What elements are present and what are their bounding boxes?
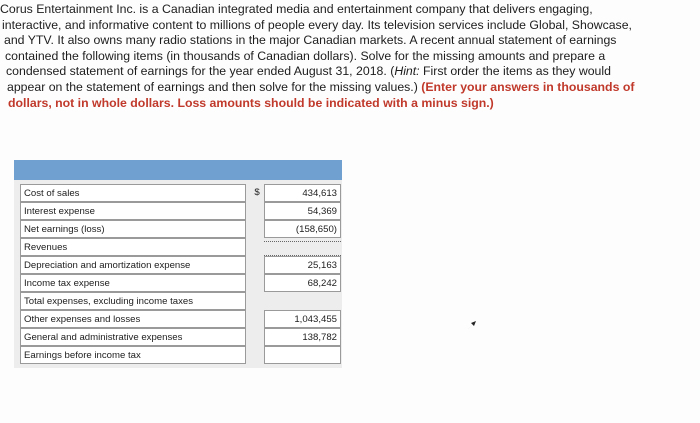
value-input-net-earnings[interactable]: (158,650): [264, 220, 341, 238]
items-table: [14, 160, 342, 368]
table-header: [14, 160, 342, 180]
row-label-income-tax: Income tax expense: [20, 274, 246, 292]
row-label-depreciation: Depreciation and amortization expense: [20, 256, 246, 274]
value-input-other-expenses[interactable]: 1,043,455: [264, 310, 341, 328]
instruction-emphasis-1: (Enter your answers in thousands of: [421, 79, 635, 94]
dotted-separator: [264, 241, 341, 242]
row-label-general-admin: General and administrative expenses: [20, 328, 246, 346]
question-line-6-text: appear on the statement of earnings and then solve for the missing values.): [7, 79, 422, 94]
question-line-5-text: condensed statement of earnings for the year ended August 31, 2018. (: [6, 64, 395, 79]
question-line-5-end: First order the items as they would: [419, 64, 611, 79]
row-label-net-earnings: Net earnings (loss): [20, 220, 246, 238]
row-label-earnings-before-tax: Earnings before income tax: [20, 346, 246, 364]
row-label-total-expenses: Total expenses, excluding income taxes: [20, 292, 246, 310]
value-input-earnings-before-tax[interactable]: [264, 346, 341, 364]
mouse-pointer-icon: [467, 320, 477, 330]
question-line-5: [0, 64, 670, 80]
question-line-2: interactive, and informative content to millions of people every day. Its television services include Global, Showcase,: [2, 17, 632, 32]
value-input-depreciation[interactable]: 25,163: [264, 256, 341, 274]
row-label-other-expenses: Other expenses and losses: [20, 310, 246, 328]
instruction-emphasis-2: dollars, not in whole dollars. Loss amounts should be indicated with a minus sign.): [8, 95, 494, 110]
question-line-4: contained the following items (in thousands of Canadian dollars). Solve for the missing amounts and prepare a: [5, 48, 606, 63]
value-input-interest-expense[interactable]: 54,369: [264, 202, 341, 220]
question-line-3: and YTV. It also owns many radio stations in the major Canadian markets. A recent annual statement of earnings: [4, 33, 617, 48]
value-input-general-admin[interactable]: 138,782: [264, 328, 341, 346]
hint-label: Hint:: [394, 64, 420, 79]
question-line-6: [0, 80, 670, 96]
value-input-income-tax[interactable]: 68,242: [264, 274, 341, 292]
row-label-interest-expense: Interest expense: [20, 202, 246, 220]
question-line-1: Corus Entertainment Inc. is a Canadian integrated media and entertainment company that delivers engaging,: [0, 2, 593, 16]
value-input-cost-of-sales[interactable]: 434,613: [264, 184, 341, 202]
question-text: [0, 2, 670, 111]
row-label-revenues: Revenues: [20, 238, 246, 256]
dollar-sign: $: [254, 187, 260, 198]
row-label-cost-of-sales: Cost of sales: [20, 184, 246, 202]
